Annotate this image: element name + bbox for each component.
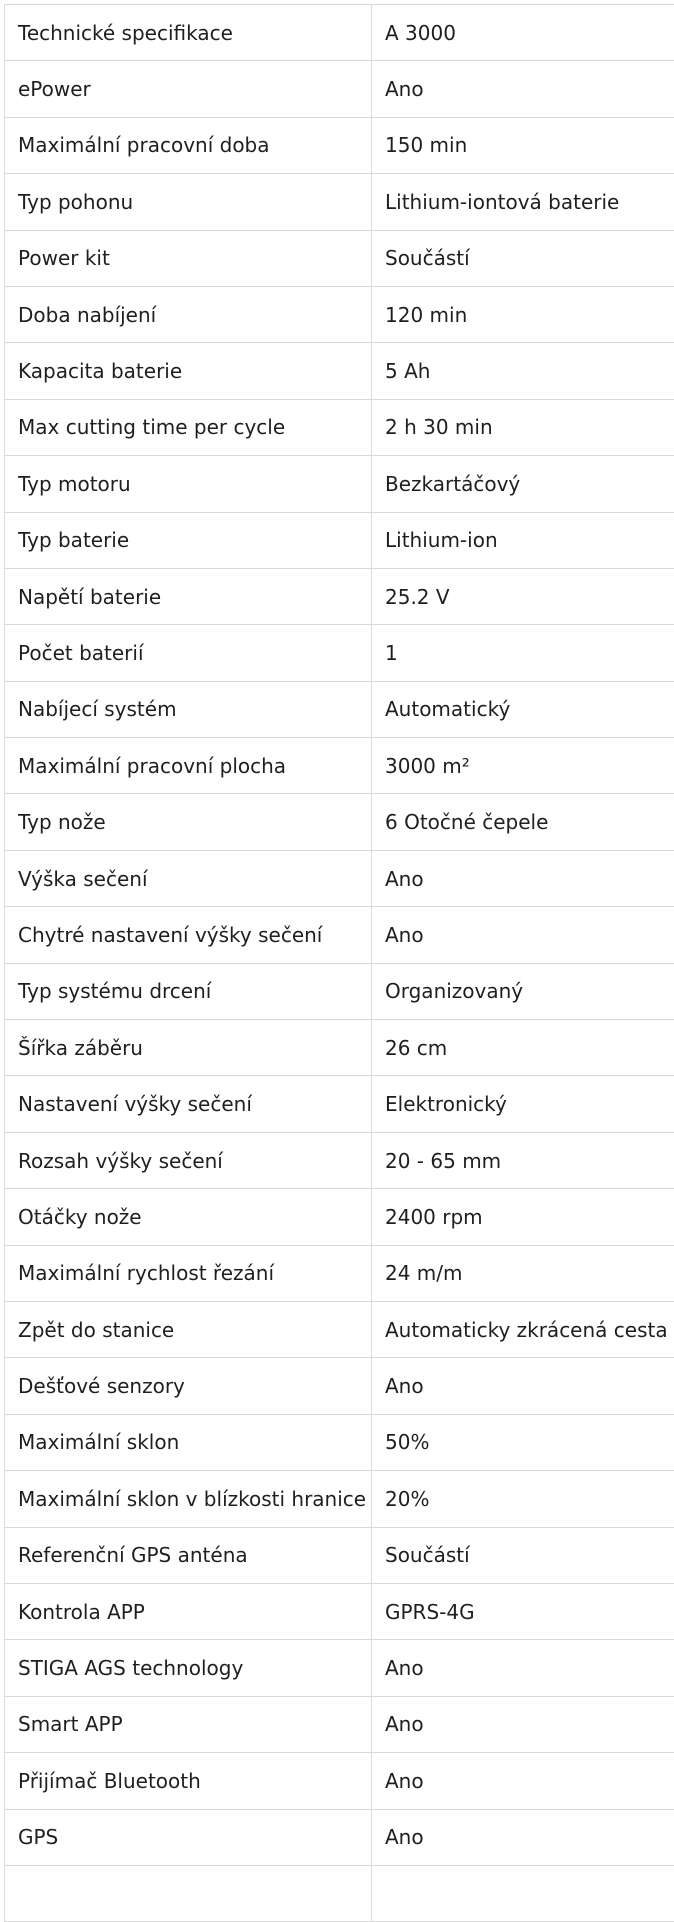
table-row xyxy=(5,1132,674,1188)
spec-label: Maximální rychlost řezání xyxy=(5,1245,372,1301)
table-row xyxy=(5,907,674,963)
table-row xyxy=(5,1245,674,1301)
spec-value xyxy=(372,1865,674,1921)
table-row xyxy=(5,1076,674,1132)
spec-label: STIGA AGS technology xyxy=(5,1640,372,1696)
spec-value: 25.2 V xyxy=(372,568,674,624)
spec-value: Ano xyxy=(372,907,674,963)
table-row xyxy=(5,230,674,286)
spec-label: Přijímač Bluetooth xyxy=(5,1753,372,1809)
spec-value: 2 h 30 min xyxy=(372,399,674,455)
spec-label: Napětí baterie xyxy=(5,568,372,624)
table-row xyxy=(5,1020,674,1076)
spec-value: Bezkartáčový xyxy=(372,456,674,512)
table-row xyxy=(5,794,674,850)
spec-value: 2400 rpm xyxy=(372,1189,674,1245)
table-row xyxy=(5,1640,674,1696)
spec-value: 120 min xyxy=(372,286,674,342)
table-row xyxy=(5,1865,674,1921)
specifications-table-body xyxy=(5,5,674,1922)
table-row xyxy=(5,343,674,399)
spec-label: Maximální pracovní plocha xyxy=(5,738,372,794)
spec-value: Lithium-ion xyxy=(372,512,674,568)
spec-value: 150 min xyxy=(372,117,674,173)
spec-label: Typ baterie xyxy=(5,512,372,568)
spec-label: Power kit xyxy=(5,230,372,286)
table-row xyxy=(5,681,674,737)
spec-label: Zpět do stanice xyxy=(5,1301,372,1357)
spec-label: Doba nabíjení xyxy=(5,286,372,342)
spec-value: Ano xyxy=(372,1809,674,1865)
spec-value: Automaticky zkrácená cesta xyxy=(372,1301,674,1357)
spec-label: Typ pohonu xyxy=(5,174,372,230)
specifications-table xyxy=(4,4,674,1922)
table-row xyxy=(5,1301,674,1357)
spec-value: Ano xyxy=(372,61,674,117)
spec-label: Typ motoru xyxy=(5,456,372,512)
table-row xyxy=(5,1414,674,1470)
spec-label xyxy=(5,1865,372,1921)
spec-label: ePower xyxy=(5,61,372,117)
table-row xyxy=(5,625,674,681)
spec-label: Typ systému drcení xyxy=(5,963,372,1019)
spec-label: Maximální sklon xyxy=(5,1414,372,1470)
table-row xyxy=(5,1189,674,1245)
spec-label: Referenční GPS anténa xyxy=(5,1527,372,1583)
spec-value: Součástí xyxy=(372,230,674,286)
table-row xyxy=(5,1358,674,1414)
spec-value: Elektronický xyxy=(372,1076,674,1132)
spec-value: Ano xyxy=(372,850,674,906)
table-row xyxy=(5,61,674,117)
spec-value: 5 Ah xyxy=(372,343,674,399)
spec-value: 24 m/m xyxy=(372,1245,674,1301)
spec-value: Ano xyxy=(372,1753,674,1809)
spec-label: Chytré nastavení výšky sečení xyxy=(5,907,372,963)
spec-label: Technické specifikace xyxy=(5,5,372,61)
table-row xyxy=(5,1753,674,1809)
table-row xyxy=(5,568,674,624)
spec-label: GPS xyxy=(5,1809,372,1865)
table-row xyxy=(5,1471,674,1527)
table-row xyxy=(5,117,674,173)
table-row xyxy=(5,1809,674,1865)
table-row xyxy=(5,1527,674,1583)
spec-label: Max cutting time per cycle xyxy=(5,399,372,455)
spec-label: Nabíjecí systém xyxy=(5,681,372,737)
spec-value: A 3000 xyxy=(372,5,674,61)
table-row xyxy=(5,1696,674,1752)
table-row xyxy=(5,174,674,230)
spec-label: Šířka záběru xyxy=(5,1020,372,1076)
spec-value: 20 - 65 mm xyxy=(372,1132,674,1188)
spec-value: Ano xyxy=(372,1358,674,1414)
spec-label: Kontrola APP xyxy=(5,1583,372,1639)
spec-label: Typ nože xyxy=(5,794,372,850)
spec-value: 6 Otočné čepele xyxy=(372,794,674,850)
table-row xyxy=(5,738,674,794)
spec-value: Automatický xyxy=(372,681,674,737)
spec-value: 26 cm xyxy=(372,1020,674,1076)
table-row xyxy=(5,456,674,512)
spec-label: Počet baterií xyxy=(5,625,372,681)
table-row xyxy=(5,512,674,568)
spec-value: Součástí xyxy=(372,1527,674,1583)
spec-label: Maximální pracovní doba xyxy=(5,117,372,173)
spec-value: Lithium-iontová baterie xyxy=(372,174,674,230)
spec-value: GPRS-4G xyxy=(372,1583,674,1639)
spec-value: 20% xyxy=(372,1471,674,1527)
spec-label: Dešťové senzory xyxy=(5,1358,372,1414)
table-row xyxy=(5,286,674,342)
spec-value: Organizovaný xyxy=(372,963,674,1019)
table-row xyxy=(5,1583,674,1639)
spec-label: Rozsah výšky sečení xyxy=(5,1132,372,1188)
spec-label: Nastavení výšky sečení xyxy=(5,1076,372,1132)
table-row xyxy=(5,850,674,906)
spec-value: Ano xyxy=(372,1696,674,1752)
spec-value: 1 xyxy=(372,625,674,681)
table-row xyxy=(5,399,674,455)
spec-value: 50% xyxy=(372,1414,674,1470)
table-row xyxy=(5,963,674,1019)
spec-label: Otáčky nože xyxy=(5,1189,372,1245)
spec-label: Výška sečení xyxy=(5,850,372,906)
spec-value: 3000 m² xyxy=(372,738,674,794)
spec-label: Smart APP xyxy=(5,1696,372,1752)
spec-value: Ano xyxy=(372,1640,674,1696)
spec-label: Maximální sklon v blízkosti hranice xyxy=(5,1471,372,1527)
spec-label: Kapacita baterie xyxy=(5,343,372,399)
table-row xyxy=(5,5,674,61)
